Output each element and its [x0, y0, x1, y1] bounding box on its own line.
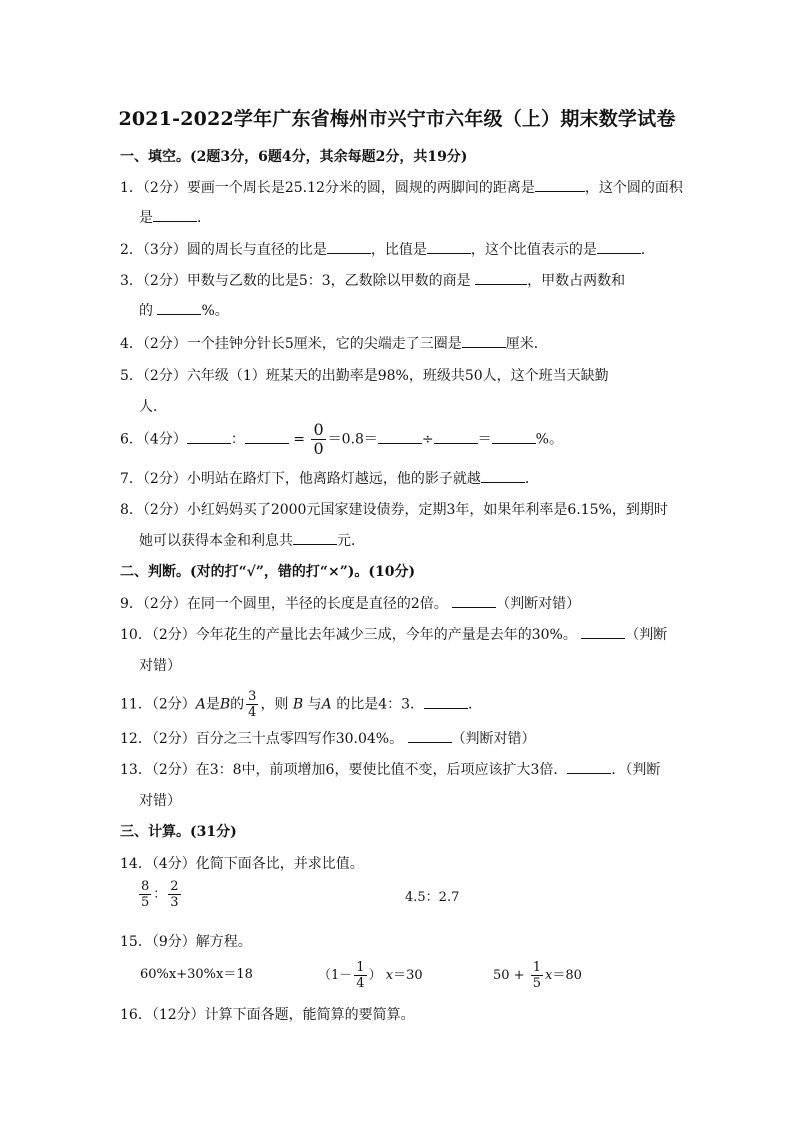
answer-blank[interactable]: [408, 728, 452, 743]
fraction: $\frac{1}{5}$: [532, 960, 541, 991]
answer-blank[interactable]: [157, 300, 201, 315]
question-12: 12．（2分）百分之三十点零四写作30.04%。 （判断对错）: [120, 728, 536, 748]
equation-15b: （1－ $\frac{1}{4}$ ） x＝30: [318, 960, 423, 991]
question-7: 7．（2分）小明站在路灯下，他离路灯越远，他的影子就越 ．: [120, 468, 539, 488]
answer-blank[interactable]: [424, 694, 468, 709]
fraction: $\frac{3}{4}$: [248, 689, 257, 720]
page-title: 2021-2022学年广东省梅州市兴宁市六年级（上）期末数学试卷: [118, 108, 676, 130]
answer-blank[interactable]: [567, 759, 611, 774]
question-10: 10．（2分）今年花生的产量比去年减少三成，今年的产量是去年的30%。 （判断: [120, 624, 667, 644]
fraction: $\frac{8}{5}$: [141, 879, 150, 910]
question-10-cont: 对错）: [139, 658, 181, 674]
section-3-heading: 三、计算。(31分): [120, 824, 237, 840]
question-8-cont: 她可以获得本金和利息共 元．: [139, 530, 365, 550]
question-9: 9．（2分）在同一个圆里，半径的长度是直径的2倍。 （判断对错）: [120, 593, 580, 613]
answer-blank[interactable]: [327, 239, 371, 254]
question-16: 16．（12分）计算下面各题，能简算的要简算。: [120, 1007, 415, 1023]
answer-blank[interactable]: [187, 429, 231, 444]
question-1: 1．（2分）要画一个周长是25.12分米的圆，圆规的两脚间的距离是 ，这个圆的面积: [120, 177, 683, 197]
answer-blank[interactable]: [293, 530, 337, 545]
answer-blank[interactable]: [434, 429, 478, 444]
expression-14a: $\frac{8}{5}$ ： $\frac{2}{3}$: [141, 879, 179, 910]
equation-15a: 60%x+30%x＝18: [140, 967, 253, 982]
question-5: 5．（2分）六年级（1）班某天的出勤率是98%，班级共50人，这个班当天缺勤: [120, 368, 609, 384]
question-14: 14．（4分）化简下面各比，并求比值。: [120, 856, 364, 872]
question-8: 8．（2分）小红妈妈买了2000元国家建设债券，定期3年，如果年利率是6.15%，到期时: [120, 502, 668, 518]
answer-blank[interactable]: [245, 429, 289, 444]
question-13-cont: 对错）: [139, 793, 181, 809]
fraction: $\frac{1}{4}$: [356, 960, 365, 991]
answer-blank[interactable]: [481, 468, 525, 483]
answer-blank[interactable]: [597, 239, 641, 254]
question-13: 13．（2分）在3：8中，前项增加6，要使比值不变，后项应该扩大3倍． ．（判断: [120, 759, 660, 779]
answer-blank[interactable]: [427, 239, 471, 254]
answer-blank[interactable]: [475, 270, 527, 285]
question-3-cont: 的 %。: [139, 300, 229, 320]
question-5-cont: 人．: [139, 399, 167, 415]
question-4: 4．（2分）一个挂钟分针长5厘米，它的尖端走了三圈是 厘米．: [120, 333, 548, 353]
answer-blank[interactable]: [378, 429, 422, 444]
answer-blank[interactable]: [581, 624, 625, 639]
equation-15c: 50 + $\frac{1}{5}$ x＝80: [493, 960, 582, 991]
section-2-heading: 二、判断。(对的打“√”，错的打“×”)。(10分): [120, 564, 416, 580]
section-1-heading: 一、填空。(2题3分，6题4分，其余每题2分，共19分): [120, 149, 468, 165]
answer-blank[interactable]: [462, 333, 506, 348]
answer-blank[interactable]: [492, 429, 536, 444]
answer-blank[interactable]: [535, 177, 585, 192]
question-1-cont: 是 ．: [139, 207, 211, 227]
question-3: 3．（2分）甲数与乙数的比是5：3，乙数除以甲数的商是 ，甲数占两数和: [120, 270, 625, 290]
fraction: $\frac{0}{0}$: [313, 420, 324, 458]
question-11: 11．（2分）A是B的 $\frac{3}{4}$ ，则 B 与A 的比是4：3． ．: [120, 689, 483, 720]
fraction: $\frac{2}{3}$: [170, 879, 179, 910]
answer-blank[interactable]: [153, 207, 197, 222]
expression-14b: 4.5：2.7: [405, 890, 460, 905]
question-2: 2．（3分）圆的周长与直径的比是 ，比值是 ，这个比值表示的是 ．: [120, 239, 655, 259]
question-15: 15．（9分）解方程。: [120, 934, 252, 950]
question-6: 6．（4分） ： = $\frac{0}{0}$ ＝0.8＝ ÷ ＝ %。: [120, 420, 563, 458]
answer-blank[interactable]: [452, 593, 496, 608]
